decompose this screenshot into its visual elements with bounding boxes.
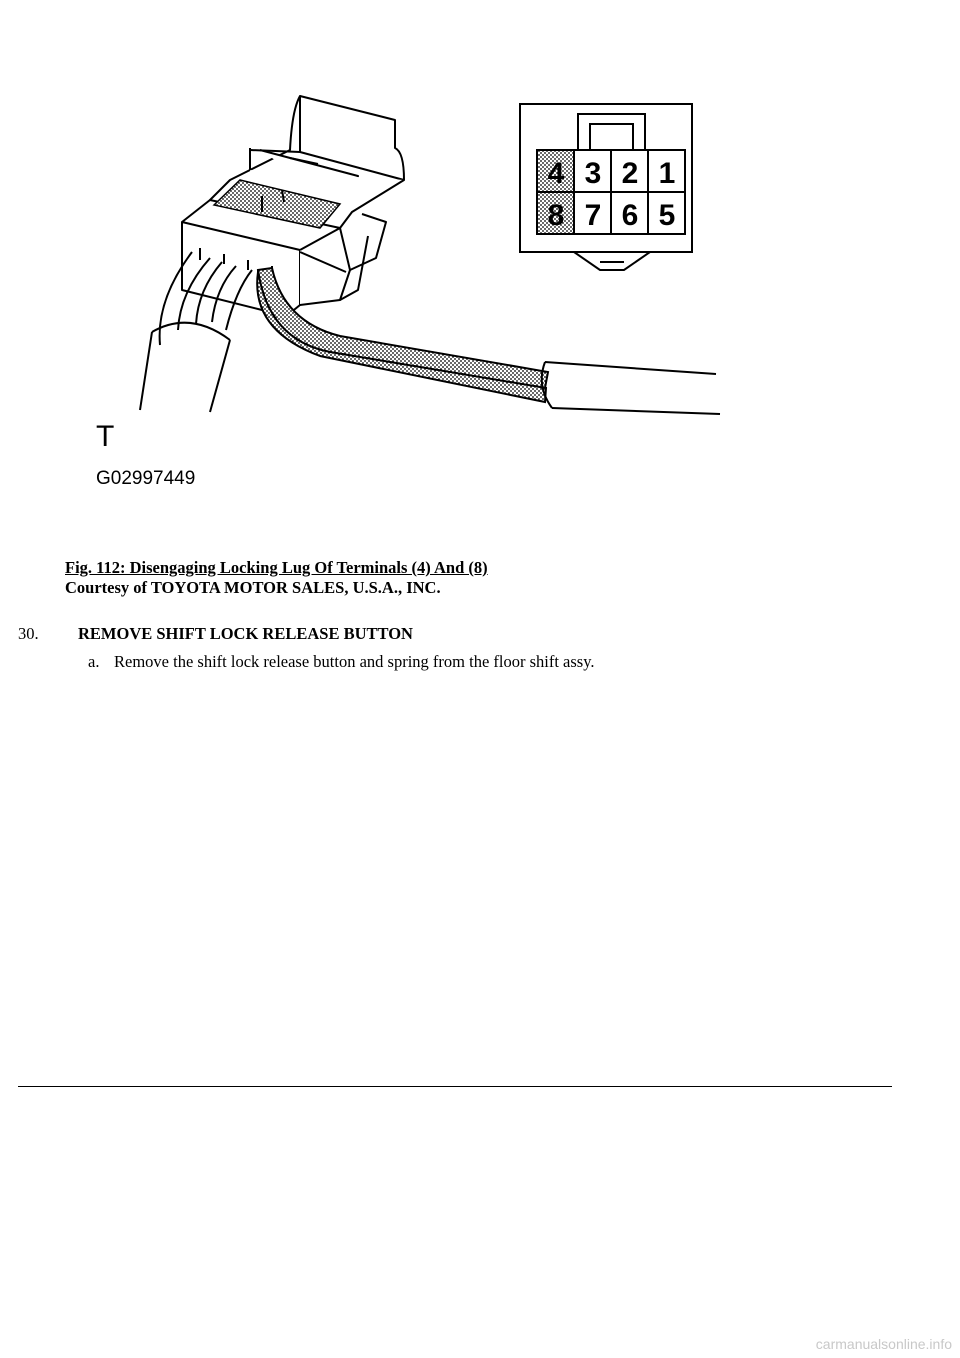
connector-illustration [0, 0, 960, 520]
terminal-7: 7 [584, 199, 602, 232]
figure-courtesy: Courtesy of TOYOTA MOTOR SALES, U.S.A., INC. [65, 578, 441, 597]
figure-code: G02997449 [96, 468, 196, 489]
terminal-1: 1 [658, 157, 676, 190]
terminal-8: 8 [547, 199, 565, 232]
cable-sheath [542, 362, 720, 414]
figure-caption-link[interactable]: Fig. 112: Disengaging Locking Lug Of Terminals (4) And (8) [65, 558, 488, 577]
substep-text: Remove the shift lock release button and spring from the floor shift assy. [114, 652, 595, 671]
terminal-3: 3 [584, 157, 602, 190]
step-title: REMOVE SHIFT LOCK RELEASE BUTTON [78, 624, 413, 643]
terminal-2: 2 [621, 157, 639, 190]
page-divider [18, 1086, 892, 1087]
view-label: T [96, 420, 115, 453]
terminal-4: 4 [547, 157, 565, 190]
substep-letter: a. [88, 652, 100, 671]
site-watermark: carmanualsonline.info [815, 1336, 952, 1352]
step-number: 30. [18, 624, 39, 643]
terminal-6: 6 [621, 199, 639, 232]
terminal-5: 5 [658, 199, 676, 232]
